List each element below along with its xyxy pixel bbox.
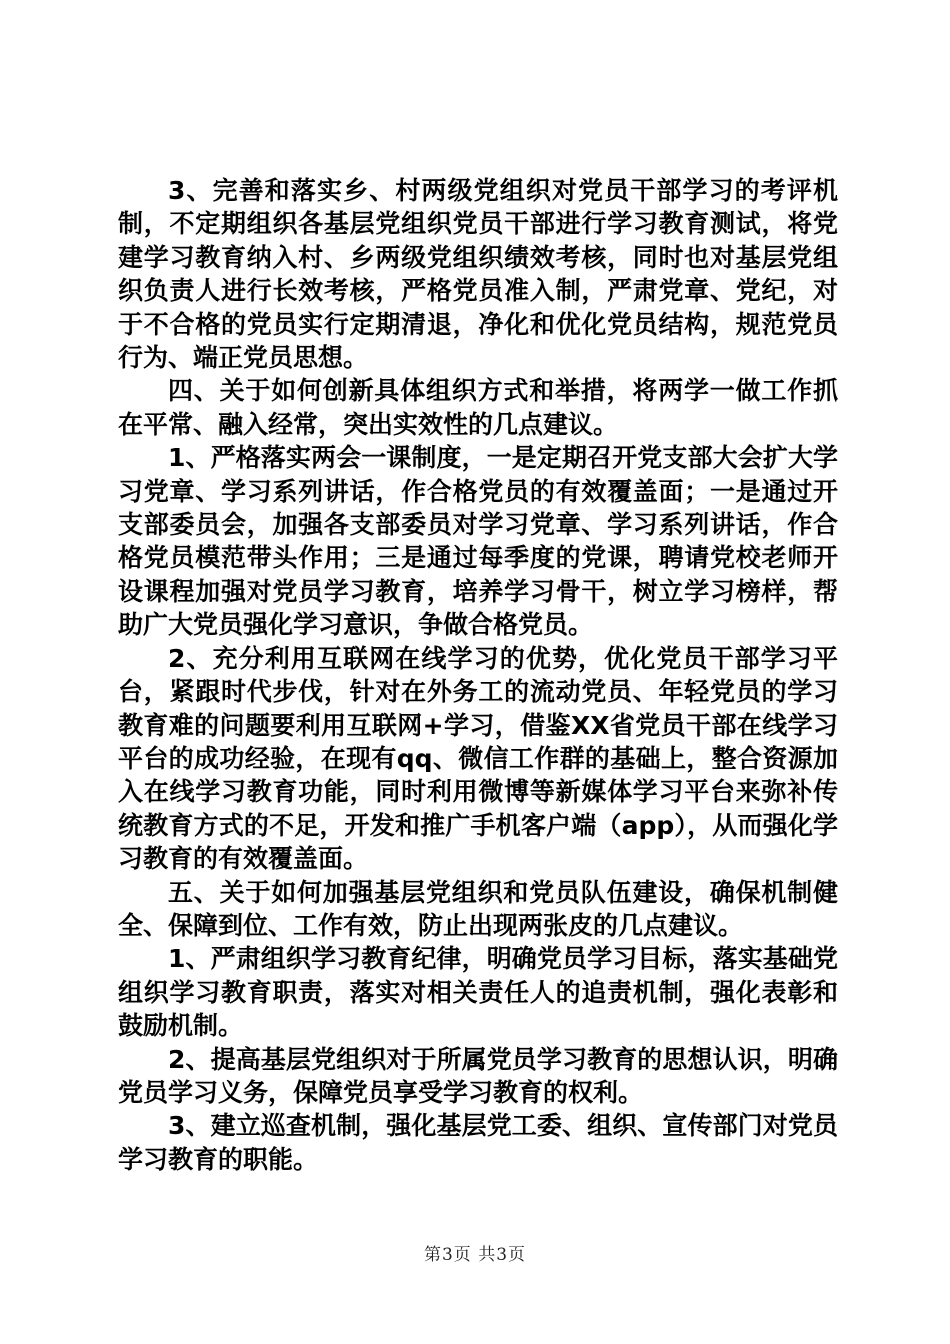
paragraph: 1、严格落实两会一课制度，一是定期召开党支部大会扩大学习党章、学习系列讲话，作合格党员的有效覆盖面；一是通过开支部委员会，加强各支部委员对学习党章、学习系列讲话，作合格党员模范带头作用；三是通过每季度的党课，聘请党校老师开设课程加强对党员学习教育，培养学习骨干，树立学习榜样，帮助广大党员强化学习意识，争做合格党员。 [118, 443, 838, 640]
section-heading-four: 四、关于如何创新具体组织方式和举措，将两学一做工作抓在平常、融入经常，突出实效性的几点建议。 [118, 376, 838, 439]
paragraph: 3、完善和落实乡、村两级党组织对党员干部学习的考评机制，不定期组织各基层党组织党员干部进行学习教育测试，将党建学习教育纳入村、乡两级党组织绩效考核，同时也对基层党组织负责人进行长效考核，严格党员准入制，严肃党章、党纪，对于不合格的党员实行定期清退，净化和优化党员结构，规范党员行为、端正党员思想。 [118, 176, 838, 373]
paragraph: 3、建立巡查机制，强化基层党工委、组织、宣传部门对党员学习教育的职能。 [118, 1111, 838, 1174]
paragraph: 1、严肃组织学习教育纪律，明确党员学习目标，落实基础党组织学习教育职责，落实对相关责任人的追责机制，强化表彰和鼓励机制。 [118, 944, 838, 1041]
paragraph: 2、提高基层党组织对于所属党员学习教育的思想认识，明确党员学习义务，保障党员享受学习教育的权利。 [118, 1044, 838, 1107]
section-heading-five: 五、关于如何加强基层党组织和党员队伍建设，确保机制健全、保障到位、工作有效，防止出现两张皮的几点建议。 [118, 877, 838, 940]
document-body [118, 174, 838, 1176]
page-number-footer: 第3页 共3页 [423, 1245, 527, 1265]
paragraph: 2、充分利用互联网在线学习的优势，优化党员干部学习平台，紧跟时代步伐，针对在外务工的流动党员、年轻党员的学习教育难的问题要利用互联网+学习，借鉴XX省党员干部在线学习平台的成功经验，在现有qq、微信工作群的基础上，整合资源加入在线学习教育功能，同时利用微博等新媒体学习平台来弥补传统教育方式的不足，开发和推广手机客户端（app），从而强化学习教育的有效覆盖面。 [118, 643, 838, 874]
